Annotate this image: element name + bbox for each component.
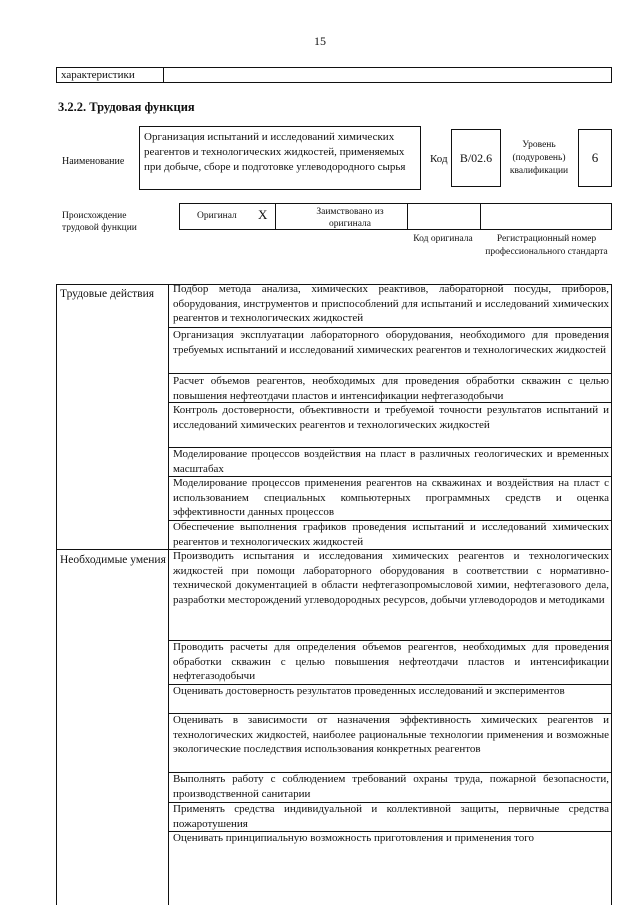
labor-action-item: Моделирование процессов применения реагентов на скважинах и воздействия на пласт с использованием специальных компьютерных программных средств и оценка эффективности данных процессов <box>173 477 609 518</box>
skill-item: Оценивать в зависимости от назначения эффективность химических реагентов и технологических жидкостей, наиболее рациональные технологии применения и возможные экологические последствия использования конкретных реагентов <box>173 714 609 755</box>
registration-number-label: Регистрационный номер профессионального стандарта <box>485 234 608 257</box>
qualification-level-label: Уровень (подуровень) квалификации <box>509 140 569 176</box>
labor-action-item: Обеспечение выполнения графиков проведения испытаний и исследований химических реагентов и технологических жидкостей <box>173 521 609 548</box>
origin-divider <box>480 204 481 229</box>
skill-item: Применять средства индивидуальной и коллективной защиты, первичные средства пожаротушения <box>173 803 609 830</box>
section-title: 3.2.2. Трудовая функция <box>58 100 195 114</box>
origin-divider <box>611 204 612 229</box>
skill-item: Проводить расчеты для определения объемов реагентов, необходимых для проведения обработки скважин с целью повышения нефтеотдачи пластов и интенсификации нефтегазодобычи <box>173 641 609 682</box>
labor-action-item: Подбор метода анализа, химических реактивов, лабораторной посуды, приборов, оборудования, инструментов и приспособлений для испытаний и исследований химических реагентов и технологических жидкостей <box>173 283 609 324</box>
characteristics-label: характеристики <box>61 69 135 81</box>
skill-item: Производить испытания и исследования химических реагентов и технологических жидкостей при помощи лабораторного оборудования в соответствии с нормативно-технической документацией в области нефтегазопромысловой химии, нефтегазового дела, разработки месторождений углеводородных ресурсов, добычи углеводородов и методиками <box>173 550 609 606</box>
skill-item: Оценивать достоверность результатов проведенных исследований и экспериментов <box>173 685 565 697</box>
labor-actions-label: Трудовые действия <box>60 288 155 300</box>
characteristics-row <box>56 67 612 83</box>
origin-divider <box>407 204 408 229</box>
function-name-box <box>139 126 421 190</box>
original-label: Оригинал <box>197 211 237 221</box>
borrowed-label: Заимствовано из оригинала <box>316 207 384 229</box>
original-checkmark: X <box>258 207 268 222</box>
origin-divider <box>179 204 180 229</box>
code-value: В/02.6 <box>451 129 501 187</box>
name-label: Наименование <box>62 156 125 167</box>
skill-item: Выполнять работу с соблюдением требований охраны труда, пожарной безопасности, производственной санитарии <box>173 773 609 800</box>
page-number: 15 <box>314 34 326 48</box>
labor-action-item: Организация эксплуатации лабораторного оборудования, необходимого для проведения требуемых испытаний и исследований химических реагентов и технологических жидкостей <box>173 329 609 356</box>
labor-action-item: Расчет объемов реагентов, необходимых для проведения обработки скважин с целью повышения нефтеотдачи пластов и интенсификации нефтегазодобычи <box>173 375 609 402</box>
skill-item: Оценивать принципиальную возможность приготовления и применения того <box>173 832 535 844</box>
required-skills-label: Необходимые умения <box>60 554 166 566</box>
code-original-label: Код оригинала <box>413 234 473 244</box>
function-name: Организация испытаний и исследований химических реагентов и технологических жидкостей, применяемых при добыче, сборе и подготовке углеводородного сырья <box>144 131 406 173</box>
labor-action-item: Контроль достоверности, объективности и требуемой точности результатов испытаний и исследований химических реагентов и технологических жидкостей <box>173 404 609 431</box>
table-divider <box>163 68 164 82</box>
origin-divider <box>275 204 276 229</box>
qualification-level-value: 6 <box>578 129 612 187</box>
origin-label: Происхождение трудовой функции <box>62 211 137 233</box>
column-divider <box>168 284 169 905</box>
labor-action-item: Моделирование процессов воздействия на пласт в различных геологических и временных масштабах <box>173 448 609 475</box>
code-label: Код <box>430 153 448 165</box>
